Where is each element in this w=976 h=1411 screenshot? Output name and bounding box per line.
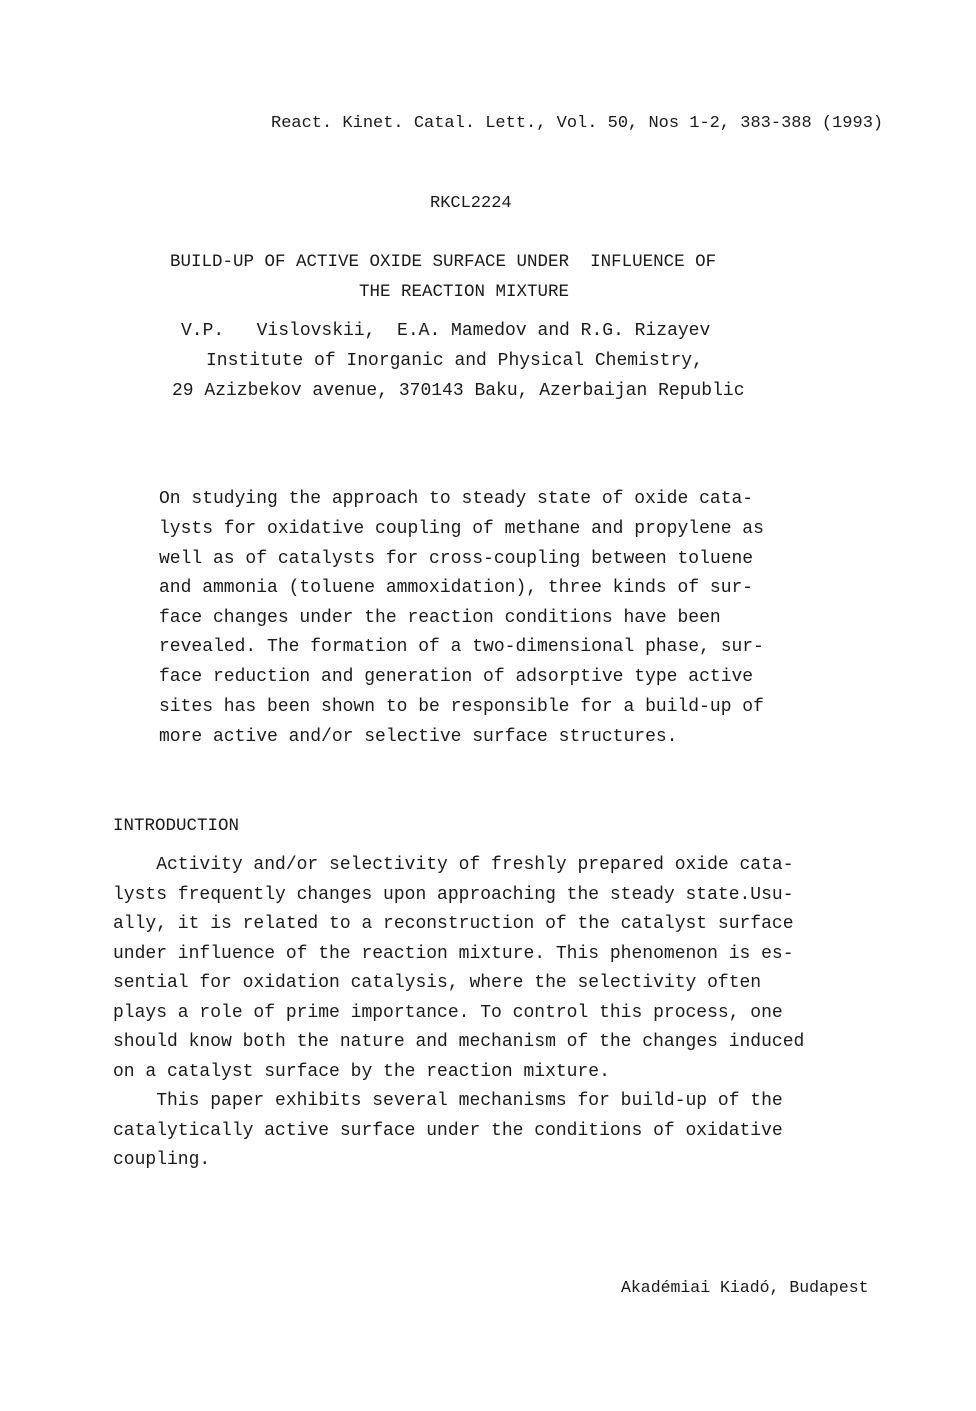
abstract-line: lysts for oxidative coupling of methane and propylene as — [159, 519, 764, 539]
abstract-line: more active and/or selective surface structures. — [159, 727, 678, 747]
body-line: Activity and/or selectivity of freshly prepared oxide cata- — [113, 855, 794, 875]
body-line: plays a role of prime importance. To control this process, one — [113, 1003, 783, 1023]
paper-title-line-2: THE REACTION MIXTURE — [359, 282, 570, 302]
affiliation-line-1: Institute of Inorganic and Physical Chemistry, — [206, 351, 703, 371]
abstract-line: sites has been shown to be responsible for a build-up of — [159, 697, 764, 717]
paper-title-line-1: BUILD-UP OF ACTIVE OXIDE SURFACE UNDER INFLUENCE OF — [170, 252, 717, 272]
body-line: coupling. — [113, 1150, 211, 1170]
abstract-line: revealed. The formation of a two-dimensional phase, sur- — [159, 637, 764, 657]
abstract-line: well as of catalysts for cross-coupling between toluene — [159, 549, 754, 569]
affiliation-line-2: 29 Azizbekov avenue, 370143 Baku, Azerbaijan Republic — [172, 381, 745, 401]
body-line: ally, it is related to a reconstruction of the catalyst surface — [113, 914, 794, 934]
section-heading-introduction: INTRODUCTION — [113, 816, 240, 836]
abstract-line: face reduction and generation of adsorptive type active — [159, 667, 754, 687]
body-line: catalytically active surface under the conditions of oxidative — [113, 1121, 783, 1141]
abstract-line: On studying the approach to steady state of oxide cata- — [159, 489, 754, 509]
body-line: This paper exhibits several mechanisms for build-up of the — [113, 1091, 783, 1111]
abstract-line: and ammonia (toluene ammoxidation), three kinds of sur- — [159, 578, 754, 598]
report-code: RKCL2224 — [430, 194, 512, 213]
body-line: lysts frequently changes upon approaching the steady state.Usu- — [113, 885, 794, 905]
journal-reference: React. Kinet. Catal. Lett., Vol. 50, Nos 1-2, 383-388 (1993) — [271, 114, 884, 133]
body-line: under influence of the reaction mixture. This phenomenon is es- — [113, 944, 794, 964]
abstract-line: face changes under the reaction conditions have been — [159, 608, 721, 628]
author-names: V.P. Vislovskii, E.A. Mamedov and R.G. Rizayev — [181, 321, 711, 341]
body-line: on a catalyst surface by the reaction mixture. — [113, 1062, 610, 1082]
publisher-imprint: Akadémiai Kiadó, Budapest — [621, 1278, 869, 1297]
body-line: should know both the nature and mechanism of the changes induced — [113, 1032, 805, 1052]
body-line: sential for oxidation catalysis, where the selectivity often — [113, 973, 762, 993]
